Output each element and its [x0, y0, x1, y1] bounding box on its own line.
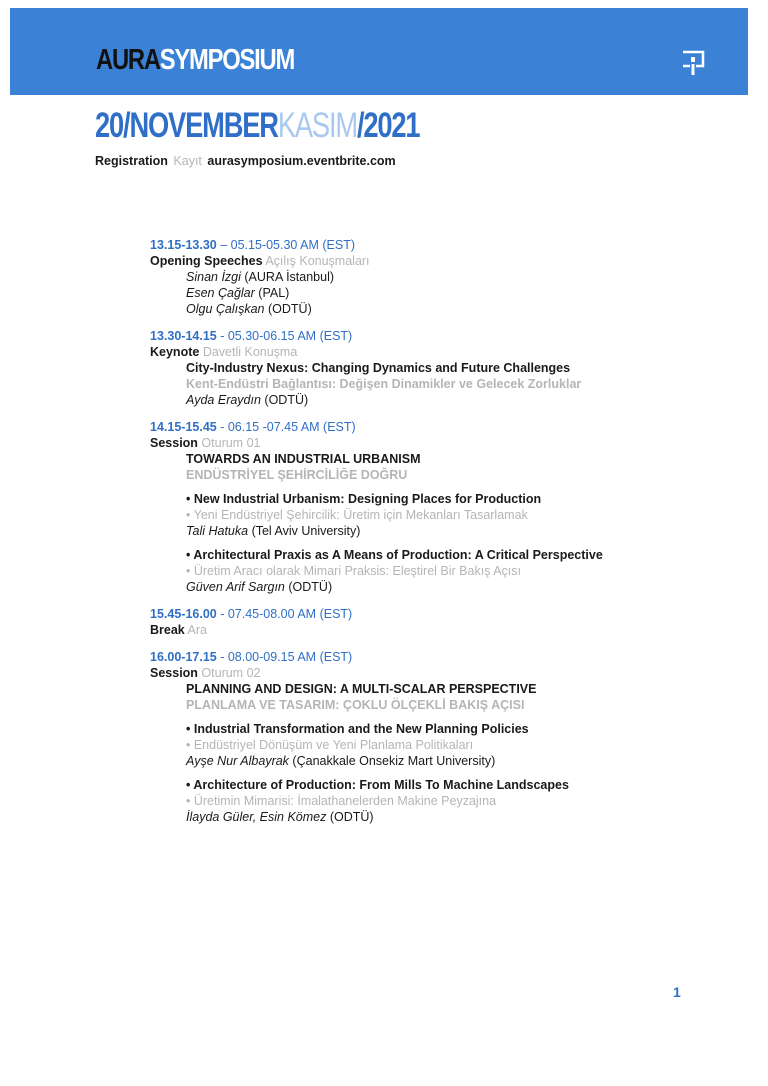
registration-line: [95, 154, 396, 168]
talk-title-tr: • Yeni Endüstriyel Şehircilik: Üretim için Mekanları Tasarlamak: [186, 508, 528, 522]
brand-symposium: SYMPOSIUM: [159, 44, 295, 76]
date-day: 20/: [95, 106, 130, 145]
session-title: TOWARDS AN INDUSTRIAL URBANISM: [186, 452, 421, 466]
time-slot: [150, 328, 750, 344]
slot-label-tr: Davetli Konuşma: [202, 345, 298, 359]
time-local: 13.30-14.15: [150, 329, 217, 343]
speaker-org: (Tel Aviv University): [251, 524, 361, 538]
speaker-name: Ayşe Nur Albayrak: [186, 754, 289, 768]
registration-label: Registration: [95, 154, 168, 168]
speaker-name: Güven Arif Sargın: [186, 580, 285, 594]
slot-label-tr: Açılış Konuşmaları: [265, 254, 370, 268]
slot-label-tr: Oturum 02: [201, 666, 261, 680]
brand-title: [96, 46, 294, 75]
slot-label: [150, 253, 750, 269]
page-number: 1: [673, 984, 681, 1000]
talk-title: • Architecture of Production: From Mills To Machine Landscapes: [186, 778, 569, 792]
time-est: - 08.00-09.15 AM (EST): [216, 650, 353, 664]
talk-title: • New Industrial Urbanism: Designing Places for Production: [186, 492, 542, 506]
slot-label: [150, 665, 750, 681]
slot-label: [150, 622, 750, 638]
speaker-name: Esen Çağlar: [186, 286, 255, 300]
speaker-org: (ODTÜ): [288, 580, 333, 594]
time-local: 13.15-13.30: [150, 238, 217, 252]
talk-title-tr: • Üretimin Mimarisi: İmalathanelerden Makine Peyzajına: [186, 794, 497, 808]
time-local: 16.00-17.15: [150, 650, 217, 664]
speaker-line: [186, 523, 750, 539]
slot-label: [150, 435, 750, 451]
header-banner: [10, 8, 748, 95]
speaker-org: (ODTÜ): [268, 302, 312, 316]
date-year: /2021: [356, 106, 420, 145]
time-slot: [150, 419, 750, 435]
slot-label-en: Keynote: [150, 345, 200, 359]
speaker-name: Sinan İzgi: [186, 270, 241, 284]
speaker-name: Tali Hatuka: [186, 524, 249, 538]
speaker-line: [186, 809, 750, 825]
time-local: 15.45-16.00: [150, 607, 217, 621]
speaker-line: [186, 285, 750, 301]
time-est: – 05.15-05.30 AM (EST): [216, 238, 355, 252]
speaker-name: Olgu Çalışkan: [186, 302, 265, 316]
program: [150, 234, 750, 825]
slot-label-en: Opening Speeches: [150, 254, 263, 268]
event-date: [95, 108, 419, 143]
talk-title-tr: • Üretim Aracı olarak Mimari Praksis: Eleştirel Bir Bakış Açısı: [186, 564, 522, 578]
speaker-org: (PAL): [258, 286, 290, 300]
session-title-tr: PLANLAMA VE TASARIM: ÇOKLU ÖLÇEKLİ BAKIŞ AÇISI: [186, 698, 525, 712]
slot-label-tr: Ara: [187, 623, 207, 637]
registration-label-tr: Kayıt: [173, 154, 202, 168]
session-title: PLANNING AND DESIGN: A MULTI-SCALAR PERSPECTIVE: [186, 682, 537, 696]
speaker-line: [186, 753, 750, 769]
slot-label-tr: Oturum 01: [201, 436, 261, 450]
aura-logo-icon: [681, 50, 705, 76]
registration-link[interactable]: aurasymposium.eventbrite.com: [207, 154, 396, 168]
speaker-org: (ODTÜ): [329, 810, 374, 824]
time-est: - 07.45-08.00 AM (EST): [216, 607, 353, 621]
speaker-org: (AURA İstanbul): [244, 270, 335, 284]
talk-title: • Industrial Transformation and the New Planning Policies: [186, 722, 529, 736]
speaker-line: [186, 269, 750, 285]
speaker-line: [186, 301, 750, 317]
speaker-line: [186, 579, 750, 595]
date-month-tr: KASIM: [277, 106, 357, 145]
talk-title: • Architectural Praxis as A Means of Production: A Critical Perspective: [186, 548, 603, 562]
slot-label-en: Session: [150, 666, 198, 680]
speaker-org: (Çanakkale Onsekiz Mart University): [292, 754, 496, 768]
time-est: - 06.15 -07.45 AM (EST): [216, 420, 356, 434]
time-slot: [150, 606, 750, 622]
speaker-org: (ODTÜ): [264, 393, 309, 407]
time-local: 14.15-15.45: [150, 420, 217, 434]
time-est: - 05.30-06.15 AM (EST): [216, 329, 353, 343]
speaker-line: [186, 392, 750, 408]
time-slot: [150, 649, 750, 665]
keynote-title: City-Industry Nexus: Changing Dynamics and Future Challenges: [186, 361, 571, 375]
slot-label-en: Break: [150, 623, 185, 637]
slot-label: [150, 344, 750, 360]
slot-label-en: Session: [150, 436, 198, 450]
keynote-title-tr: Kent-Endüstri Bağlantısı: Değişen Dinamikler ve Gelecek Zorluklar: [186, 377, 582, 391]
date-month-en: NOVEMBER: [129, 106, 278, 145]
talk-title-tr: • Endüstriyel Dönüşüm ve Yeni Planlama Politikaları: [186, 738, 474, 752]
time-slot: [150, 237, 750, 253]
speaker-name: İlayda Güler, Esin Kömez: [186, 810, 327, 824]
brand-aura: AURA: [96, 44, 160, 76]
session-title-tr: ENDÜSTRİYEL ŞEHİRCİLİĞE DOĞRU: [186, 468, 408, 482]
speaker-name: Ayda Eraydın: [186, 393, 261, 407]
